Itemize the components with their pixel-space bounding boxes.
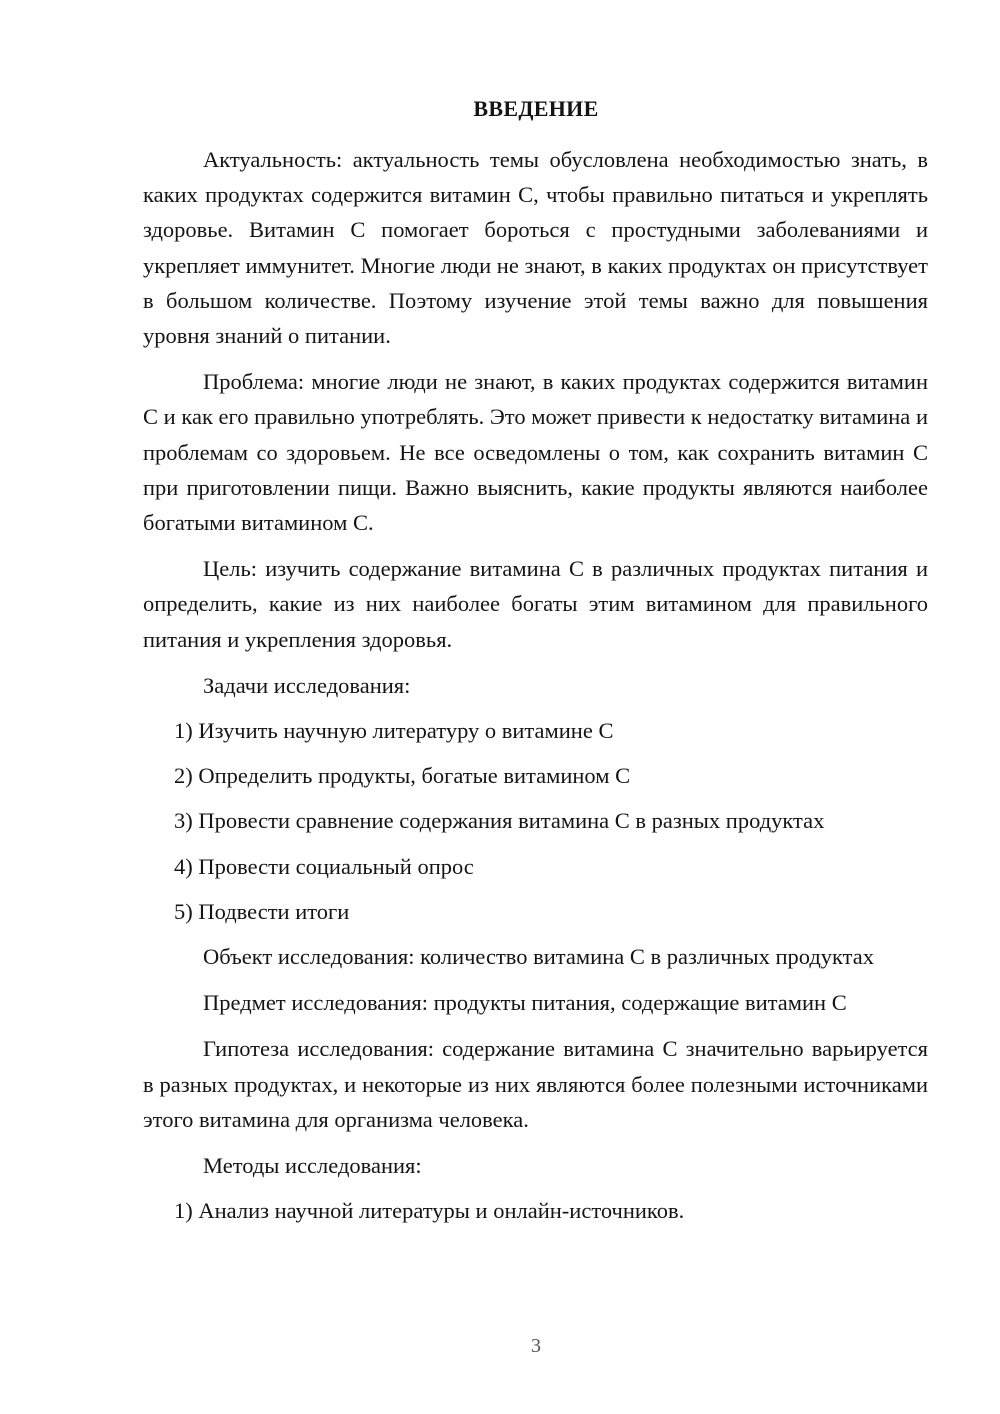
list-item: 2) Определить продукты, богатые витамином С (174, 763, 631, 789)
goal-paragraph: Цель: изучить содержание витамина С в различных продуктах питания и определить, какие из них наиболее богаты этим витамином для правильного питания и укрепления здоровья. (143, 556, 928, 652)
problem-paragraph: Проблема: многие люди не знают, в каких продуктах содержится витамин С и как его правильно употреблять. Это может привести к недостатку витамина и проблемам со здоровьем. Не все осведомлены о том, как сохранить витамин С при приготовлении пищи. Важно выяснить, какие продукты являются наиболее богатыми витамином С. (143, 369, 928, 536)
relevance-paragraph: Актуальность: актуальность темы обусловлена необходимостью знать, в каких продуктах содержится витамин С, чтобы правильно питаться и укреплять здоровье. Витамин С помогает бороться с простудными заболеваниями и укрепляет иммунитет. Многие люди не знают, в каких продуктах он присутствует в большом количестве. Поэтому изучение этой темы важно для повышения уровня знаний о питании. (143, 147, 928, 349)
list-item: 5) Подвести итоги (174, 898, 350, 924)
document-body (143, 142, 928, 1228)
list-item: 1) Анализ научной литературы и онлайн-источников. (174, 1198, 685, 1224)
page-number: 3 (531, 1335, 541, 1357)
tasks-heading: Задачи исследования: (203, 672, 411, 698)
methods-heading: Методы исследования: (203, 1153, 422, 1179)
hypothesis-paragraph: Гипотеза исследования: содержание витамина С значительно варьируется в разных продуктах, и некоторые из них являются более полезными источниками этого витамина для организма человека. (143, 1036, 928, 1132)
list-item: 4) Провести социальный опрос (174, 853, 474, 879)
subject-paragraph: Предмет исследования: продукты питания, содержащие витамин С (203, 990, 847, 1016)
list-item: 1) Изучить научную литературу о витамине С (174, 718, 614, 744)
object-paragraph: Объект исследования: количество витамина С в различных продуктах (203, 944, 875, 970)
list-item: 3) Провести сравнение содержания витамина С в разных продуктах (174, 808, 825, 834)
page-title: ВВЕДЕНИЕ (473, 96, 599, 121)
